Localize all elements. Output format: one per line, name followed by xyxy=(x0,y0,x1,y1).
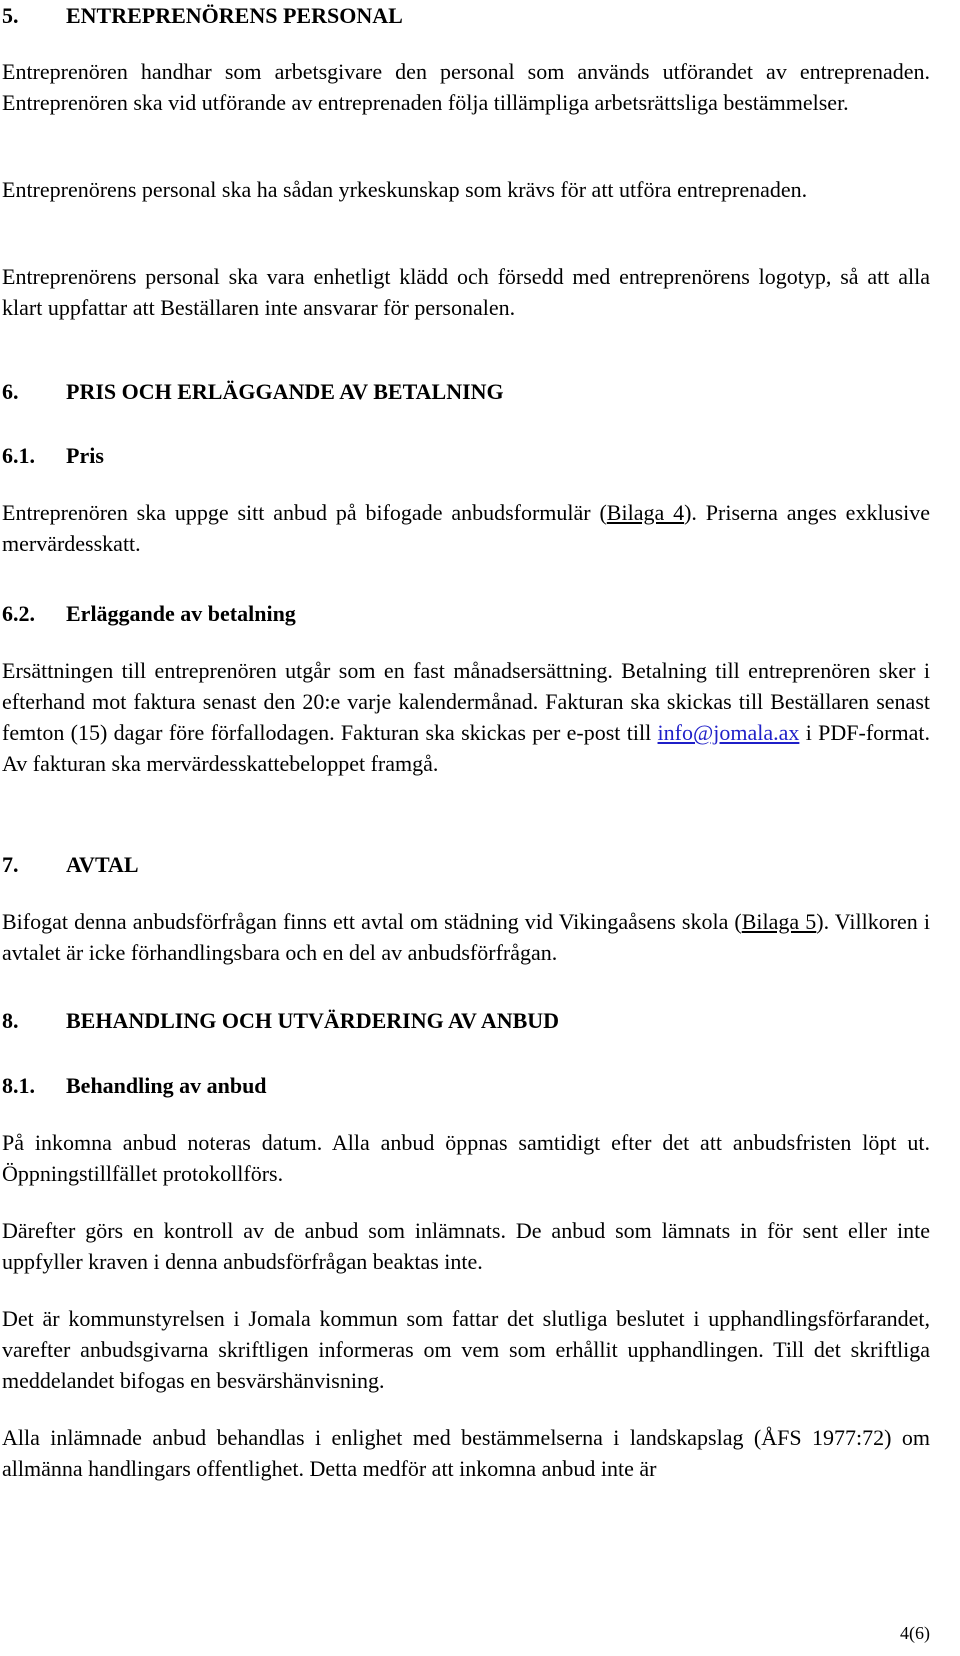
attachment-link[interactable]: Bilaga 5 xyxy=(741,909,817,934)
text: ). Priserna anges exklusive mervärdesskatt. xyxy=(2,500,930,556)
paragraph: Alla inlämnade anbud behandlas i enlighet med bestämmelserna i landskapslag (ÅFS 1977:72) om allmänna handlingars offentlighet. Detta medför att inkomna anbud inte är xyxy=(2,1425,930,1481)
text: Bifogat denna anbudsförfrågan finns ett avtal om städning vid Vikingaåsens skola ( xyxy=(2,909,742,934)
text: Ersättningen till entreprenören utgår som en fast månadsersättning. Betalning till entreprenören sker i efterhand mot faktura senast den 20:e varje kalendermånad. Fakturan ska skickas till Beställaren senast femton (15) dagar före förfallodagen. Fakturan ska skickas per e-post till xyxy=(2,658,930,745)
section-title: BEHANDLING OCH UTVÄRDERING AV ANBUD xyxy=(66,1008,560,1033)
section-number: 8.1. xyxy=(2,1073,35,1098)
section-title: Erläggande av betalning xyxy=(66,601,296,626)
subsection-6-1-heading xyxy=(2,440,104,471)
section-8-heading xyxy=(2,1005,559,1036)
section-number: 7. xyxy=(2,852,19,877)
email-link[interactable]: info@jomala.ax xyxy=(657,720,800,745)
section-7-heading xyxy=(2,849,139,880)
section-6-heading xyxy=(2,376,504,407)
text: ). Villkoren i avtalet är icke förhandlingsbara och en del av anbudsförfrågan. xyxy=(2,909,930,965)
paragraph: På inkomna anbud noteras datum. Alla anbud öppnas samtidigt efter det att anbudsfristen löpt ut. Öppningstillfället protokollförs. xyxy=(2,1130,930,1186)
section-number: 6.1. xyxy=(2,443,35,468)
section-number: 6. xyxy=(2,379,19,404)
section-title: Behandling av anbud xyxy=(66,1073,267,1098)
section-title: ENTREPRENÖRENS PERSONAL xyxy=(66,3,403,28)
section-number: 8. xyxy=(2,1008,19,1033)
subsection-6-2-heading xyxy=(2,598,296,629)
subsection-8-1-heading xyxy=(2,1070,267,1101)
page-number: 4(6) xyxy=(900,1623,930,1643)
paragraph xyxy=(2,906,930,968)
paragraph: Entreprenören handhar som arbetsgivare den personal som används utförandet av entreprenaden. Entreprenören ska vid utförande av entreprenaden följa tillämpliga arbetsrättsliga bestämmelser. xyxy=(2,59,930,115)
section-number: 5. xyxy=(2,3,19,28)
paragraph: Därefter görs en kontroll av de anbud som inlämnats. De anbud som lämnats in för sent eller inte uppfyller kraven i denna anbudsförfrågan beaktas inte. xyxy=(2,1218,930,1274)
text: i PDF-format. Av fakturan ska mervärdesskattebeloppet framgå. xyxy=(2,720,930,776)
paragraph: Det är kommunstyrelsen i Jomala kommun som fattar det slutliga beslutet i upphandlingsförfarandet, varefter anbudsgivarna skriftligen informeras om vem som erhållit upphandlingen. Till det skriftliga meddelandet bifogas en besvärshänvisning. xyxy=(2,1306,930,1393)
attachment-link[interactable]: Bilaga 4 xyxy=(606,500,685,525)
section-title: Pris xyxy=(66,443,104,468)
section-number: 6.2. xyxy=(2,601,35,626)
section-5-heading xyxy=(2,0,403,31)
section-title: PRIS OCH ERLÄGGANDE AV BETALNING xyxy=(66,379,504,404)
text: Entreprenören ska uppge sitt anbud på bifogade anbudsformulär ( xyxy=(2,500,607,525)
paragraph: Entreprenörens personal ska ha sådan yrkeskunskap som krävs för att utföra entreprenaden. xyxy=(2,177,808,202)
paragraph xyxy=(2,655,930,779)
paragraph: Entreprenörens personal ska vara enhetligt klädd och försedd med entreprenörens logotyp, så att alla klart uppfattar att Beställaren inte ansvarar för personalen. xyxy=(2,264,930,320)
section-title: AVTAL xyxy=(66,852,139,877)
paragraph xyxy=(2,497,930,559)
